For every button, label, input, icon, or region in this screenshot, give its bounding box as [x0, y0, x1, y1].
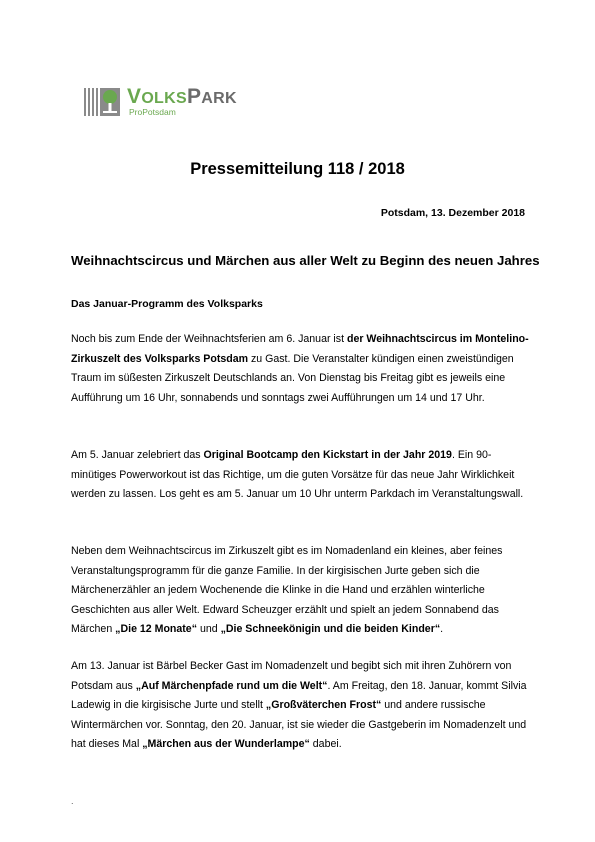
paragraph-bootcamp: Am 5. Januar zelebriert das Original Bootcamp den Kickstart in der Jahr 2019. Ein 90-minütiges Powerworkout ist das Richtige, um die guten Vorsätze für das neue Jahr Wirklichkeit werden zu lassen. Los geht es am 5. Januar um 10 Uhr unterm Parkdach im Veranstaltungswall.: [71, 449, 524, 500]
volkspark-logo: [84, 84, 256, 120]
paragraph-circus: Noch bis zum Ende der Weihnachtsferien am 6. Januar ist der Weihnachtscircus im Montelino-Zirkuszelt des Volksparks Potsdam zu Gast. Die Veranstalter kündigen einen zweistündigen Traum im süßesten Zirkuszelt Deutschlands an. Von Dienstag bis Freitag gibt es jeweils eine Aufführung um 16 Uhr, sonnabends und sonntags zwei Aufführungen um 14 und 17 Uhr.: [71, 333, 529, 404]
release-date: Potsdam, 13. Dezember 2018: [380, 207, 525, 219]
paragraph-nomadenland: Neben dem Weihnachtscircus im Zirkuszelt gibt es im Nomadenland ein kleines, aber feines Veranstaltungsprogramm für die ganze Familie. In der kirgisischen Jurte geben sich die Märchenerzähler an jedem Wochenende die Klinke in die Hand und erzählen winterliche Geschichten aus aller Welt. Edward Scheuzger erzählt und spielt an jedem Sonnabend das Märchen „Die 12 Monate“ und „Die Schneekönigin und die beiden Kinder“.: [71, 545, 503, 635]
page-title: Pressemitteilung 118 / 2018: [190, 160, 405, 178]
headline: Weihnachtscircus und Märchen aus aller Welt zu Beginn des neuen Jahres: [71, 253, 540, 268]
footer-mark: .: [71, 796, 74, 806]
paragraph-maerchen: Am 13. Januar ist Bärbel Becker Gast im Nomadenzelt und begibt sich mit ihren Zuhörern von Potsdam aus „Auf Märchenpfade rund um die Welt“. Am Freitag, den 18. Januar, kommt Silvia Ladewig in die kirgisische Jurte und stellt „Großväterchen Frost“ und andere russische Wintermärchen vor. Sonntag, den 20. Januar, ist sie wieder die Gastgeberin im Nomadenzelt und hat dieses Mal „Märchen aus der Wunderlampe“ dabei.: [71, 660, 527, 750]
logo-subtitle: ProPotsdam: [129, 107, 176, 117]
volkspark-logo-icon: [84, 84, 124, 118]
subheadline: Das Januar-Programm des Volksparks: [71, 298, 263, 310]
logo-wordmark: VOLKSPARK: [127, 85, 237, 108]
